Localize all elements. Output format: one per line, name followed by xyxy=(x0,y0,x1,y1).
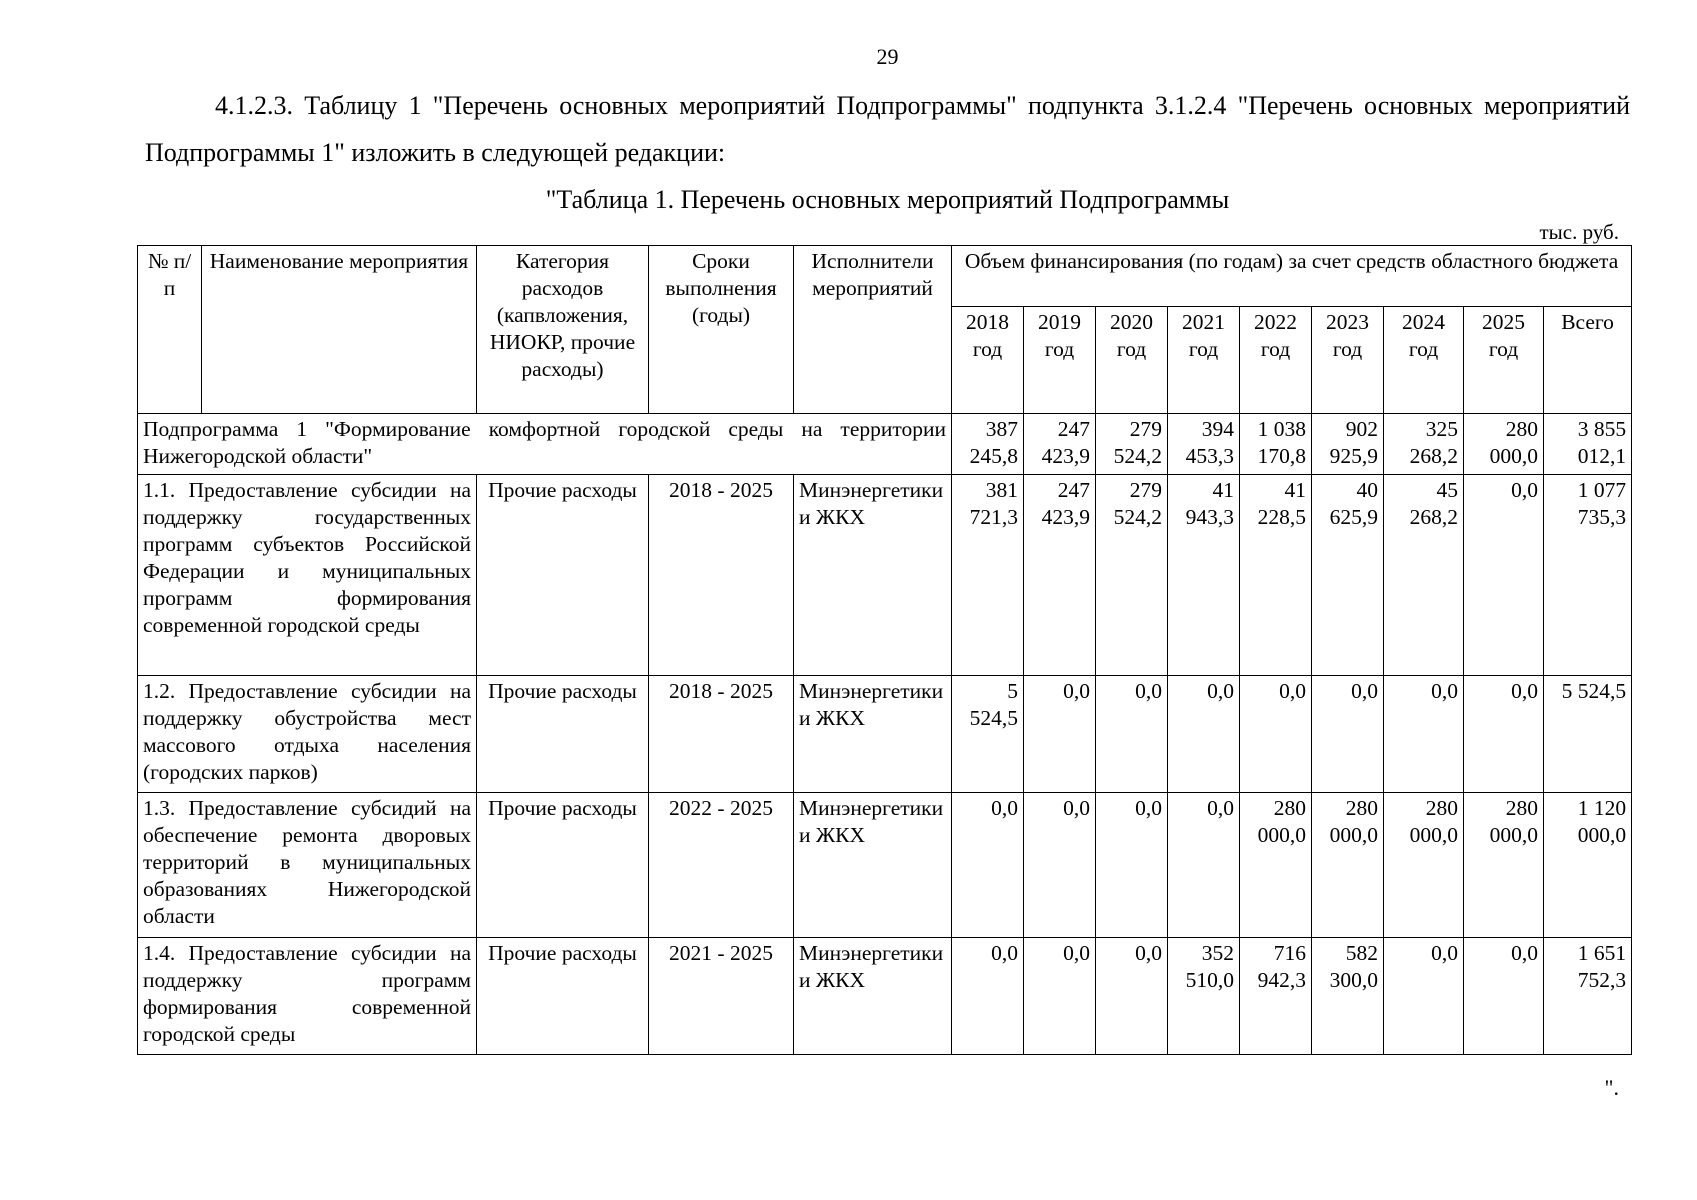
header-terms: Сроки выполнения (годы) xyxy=(649,246,794,414)
value-cell: 381 721,3 xyxy=(952,475,1024,676)
value-cell: 280 000,0 xyxy=(1384,793,1464,938)
measure-executor: Минэнергетики и ЖКХ xyxy=(794,793,952,938)
measure-category: Прочие расходы xyxy=(477,793,649,938)
intro-paragraph: 4.1.2.3. Таблицу 1 "Перечень основных мероприятий Подпрограммы" подпункта 3.1.2.4 "Перечень основных мероприятий Подпрограммы 1" изложить в следующей редакции: xyxy=(145,91,1630,167)
header-funding: Объем финансирования (по годам) за счет средств областного бюджета xyxy=(952,246,1632,307)
header-year: 2019 год xyxy=(1024,307,1096,414)
value-cell: 3 855 012,1 xyxy=(1544,414,1632,475)
header-year: 2024 год xyxy=(1384,307,1464,414)
value-cell: 1 651 752,3 xyxy=(1544,938,1632,1055)
value-cell: 40 625,9 xyxy=(1312,475,1384,676)
value-cell: 0,0 xyxy=(1024,793,1096,938)
value-cell: 280 000,0 xyxy=(1464,793,1544,938)
header-category: Категория расходов (капвложения, НИОКР, прочие расходы) xyxy=(477,246,649,414)
table-row xyxy=(138,676,1632,793)
table-row xyxy=(138,938,1632,1055)
subprogram-row xyxy=(138,414,1632,475)
measure-terms: 2018 - 2025 xyxy=(649,475,794,676)
header-executors: Исполнители мероприятий xyxy=(794,246,952,414)
value-cell: 325 268,2 xyxy=(1384,414,1464,475)
measure-terms: 2018 - 2025 xyxy=(649,676,794,793)
measure-terms: 2022 - 2025 xyxy=(649,793,794,938)
value-cell: 45 268,2 xyxy=(1384,475,1464,676)
value-cell: 0,0 xyxy=(1024,676,1096,793)
value-cell: 1 120 000,0 xyxy=(1544,793,1632,938)
value-cell: 716 942,3 xyxy=(1240,938,1312,1055)
value-cell: 279 524,2 xyxy=(1096,414,1168,475)
value-cell: 0,0 xyxy=(1096,676,1168,793)
value-cell: 0,0 xyxy=(1312,676,1384,793)
header-year: 2023 год xyxy=(1312,307,1384,414)
value-cell: 41 943,3 xyxy=(1168,475,1240,676)
table-row xyxy=(138,475,1632,676)
value-cell: 5 524,5 xyxy=(1544,676,1632,793)
measure-terms: 2021 - 2025 xyxy=(649,938,794,1055)
value-cell: 280 000,0 xyxy=(1312,793,1384,938)
header-num: № п/п xyxy=(138,246,202,414)
value-cell: 0,0 xyxy=(1464,938,1544,1055)
value-cell: 0,0 xyxy=(1384,676,1464,793)
value-cell: 0,0 xyxy=(1096,793,1168,938)
header-row xyxy=(138,246,1632,307)
measure-name: 1.3. Предоставление субсидий на обеспечение ремонта дворовых территорий в муниципальных образованиях Нижегородской области xyxy=(138,793,477,938)
value-cell: 5 524,5 xyxy=(952,676,1024,793)
value-cell: 0,0 xyxy=(1464,475,1544,676)
measure-executor: Минэнергетики и ЖКХ xyxy=(794,938,952,1055)
value-cell: 0,0 xyxy=(1024,938,1096,1055)
header-name: Наименование мероприятия xyxy=(202,246,477,414)
measures-table xyxy=(137,245,1632,1055)
header-year: 2018 год xyxy=(952,307,1024,414)
value-cell: 0,0 xyxy=(1464,676,1544,793)
header-total: Всего xyxy=(1544,307,1632,414)
value-cell: 280 000,0 xyxy=(1240,793,1312,938)
measure-name: 1.2. Предоставление субсидии на поддержку обустройства мест массового отдыха населения (городских парков) xyxy=(138,676,477,793)
subprogram-name: Подпрограмма 1 "Формирование комфортной городской среды на территории Нижегородской области" xyxy=(138,414,952,475)
value-cell: 582 300,0 xyxy=(1312,938,1384,1055)
value-cell: 387 245,8 xyxy=(952,414,1024,475)
closing-quote: ". xyxy=(1604,1075,1619,1100)
value-cell: 0,0 xyxy=(1168,676,1240,793)
table-title: "Таблица 1. Перечень основных мероприятий Подпрограммы xyxy=(545,185,1230,214)
value-cell: 1 077 735,3 xyxy=(1544,475,1632,676)
value-cell: 279 524,2 xyxy=(1096,475,1168,676)
value-cell: 902 925,9 xyxy=(1312,414,1384,475)
value-cell: 0,0 xyxy=(952,938,1024,1055)
header-year: 2021 год xyxy=(1168,307,1240,414)
value-cell: 394 453,3 xyxy=(1168,414,1240,475)
value-cell: 0,0 xyxy=(1096,938,1168,1055)
value-cell: 41 228,5 xyxy=(1240,475,1312,676)
measure-category: Прочие расходы xyxy=(477,676,649,793)
measure-category: Прочие расходы xyxy=(477,938,649,1055)
page-number: 29 xyxy=(876,44,899,69)
header-year: 2022 год xyxy=(1240,307,1312,414)
value-cell: 0,0 xyxy=(1168,793,1240,938)
header-year: 2020 год xyxy=(1096,307,1168,414)
value-cell: 247 423,9 xyxy=(1024,414,1096,475)
value-cell: 247 423,9 xyxy=(1024,475,1096,676)
units-label: тыс. руб. xyxy=(1539,220,1619,244)
value-cell: 280 000,0 xyxy=(1464,414,1544,475)
measure-name: 1.4. Предоставление субсидии на поддержку программ формирования современной городской среды xyxy=(138,938,477,1055)
table-row xyxy=(138,793,1632,938)
value-cell: 0,0 xyxy=(1384,938,1464,1055)
measure-executor: Минэнергетики и ЖКХ xyxy=(794,475,952,676)
value-cell: 0,0 xyxy=(1240,676,1312,793)
measure-executor: Минэнергетики и ЖКХ xyxy=(794,676,952,793)
header-year: 2025 год xyxy=(1464,307,1544,414)
value-cell: 0,0 xyxy=(952,793,1024,938)
value-cell: 1 038 170,8 xyxy=(1240,414,1312,475)
value-cell: 352 510,0 xyxy=(1168,938,1240,1055)
measure-category: Прочие расходы xyxy=(477,475,649,676)
measure-name: 1.1. Предоставление субсидии на поддержку государственных программ субъектов Российской Федерации и муниципальных программ формирования современной городской среды xyxy=(138,475,477,676)
